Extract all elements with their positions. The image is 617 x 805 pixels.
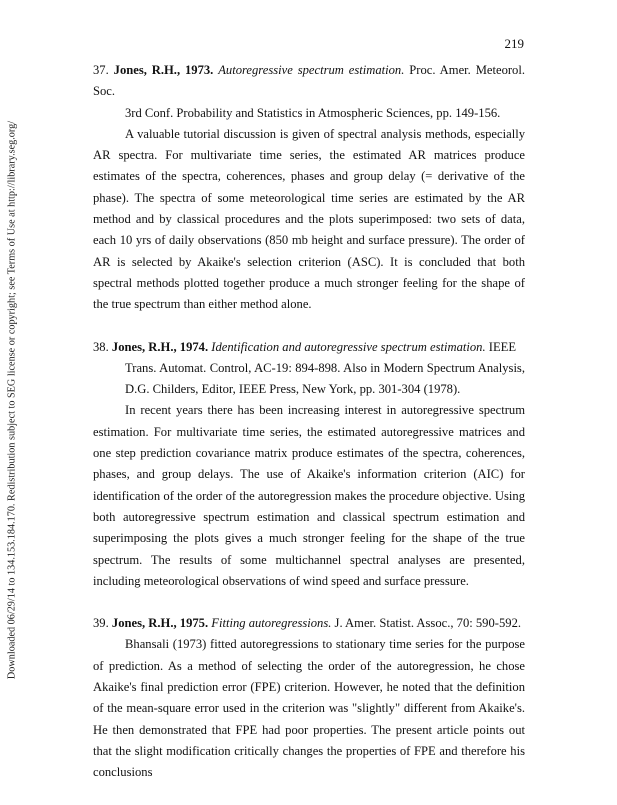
- entry-source: J. Amer. Statist. Assoc., 70: 590-592.: [334, 616, 522, 631]
- entry-source: Proc. Amer. Meteorol. Soc.: [93, 63, 526, 99]
- entry-number: 39.: [93, 616, 109, 631]
- entry-source: IEEE: [488, 339, 517, 354]
- download-watermark: [6, 105, 18, 695]
- citation-line: [93, 337, 525, 358]
- entry-author: Jones, R.H., 1975.: [111, 616, 209, 631]
- reference-entry-39: [93, 613, 525, 783]
- entry-abstract: A valuable tutorial discussion is given of spectral analysis methods, especially AR spectra. For multivariate time series, the estimated AR matrices produce estimates of the spectra, coherences, phases and group delay (= derivative of the phase). The spectra of some meteorological time series are estimated by the AR method and by classical procedures and the plots superimposed: two sets of data, each 10 yrs of daily observations (850 mb height and surface pressure). The order of AR is selected by Akaike's selection criterion (ASC). It is concluded that both spectral methods plotted together produce a much stronger feeling for the shape of the true spectrum than either method alone.: [93, 126, 525, 312]
- reference-entry-37: [93, 60, 525, 316]
- entry-author: Jones, R.H., 1974.: [111, 339, 209, 354]
- entry-source-continued: Trans. Automat. Control, AC-19: 894-898. Also in Modern Spectrum Analysis, D.G. Childers, Editor, IEEE Press, New York, pp. 301-304 (1978).: [125, 360, 525, 397]
- entry-source-continued: 3rd Conf. Probability and Statistics in Atmospheric Sciences, pp. 149-156.: [125, 105, 501, 120]
- entry-title: Identification and autoregressive spectrum estimation.: [211, 339, 486, 354]
- citation-line: [93, 60, 525, 103]
- download-watermark-text: Downloaded 06/29/14 to 134.153.184.170. Redistribution subject to SEG license or copyright; see Terms of Use at http://library.seg.org/: [6, 120, 18, 680]
- entry-title: Autoregressive spectrum estimation.: [218, 63, 405, 77]
- entry-number: 37.: [93, 63, 109, 77]
- reference-entry-38: [93, 337, 525, 593]
- entry-author: Jones, R.H., 1973.: [113, 63, 214, 77]
- entry-abstract: In recent years there has been increasing interest in autoregressive spectrum estimation. For multivariate time series, the estimated autoregressive matrices and one step prediction covariance matrix produce estimates of the spectra, coherences, phases, and group delays. The use of Akaike's information criterion (AIC) for identification of the order of the autoregression makes the procedure objective. Using both autoregressive spectrum estimation and classical spectrum estimation and superimposing the plots gives a much stronger feeling for the shape of the true spectrum. The results of some multichannel spectral analyses are presented, including meteorological observations of wind speed and surface pressure.: [93, 403, 525, 588]
- entry-title: Fitting autoregressions.: [211, 616, 332, 631]
- page-number: 219: [504, 36, 524, 51]
- page-body: [93, 60, 525, 805]
- citation-line: [93, 613, 525, 634]
- entry-number: 38.: [93, 339, 109, 354]
- entry-abstract: Bhansali (1973) fitted autoregressions to stationary time series for the purpose of prediction. As a method of selecting the order of the autoregression, he chose Akaike's final prediction error (FPE) criterion. However, he noted that the definition of the mean-square error used in the criterion was "slightly" different from Akaike's. He then demonstrated that FPE had poor properties. The present article points out that the slight modification critically changes the properties of FPE and therefore his conclusions: [93, 637, 525, 780]
